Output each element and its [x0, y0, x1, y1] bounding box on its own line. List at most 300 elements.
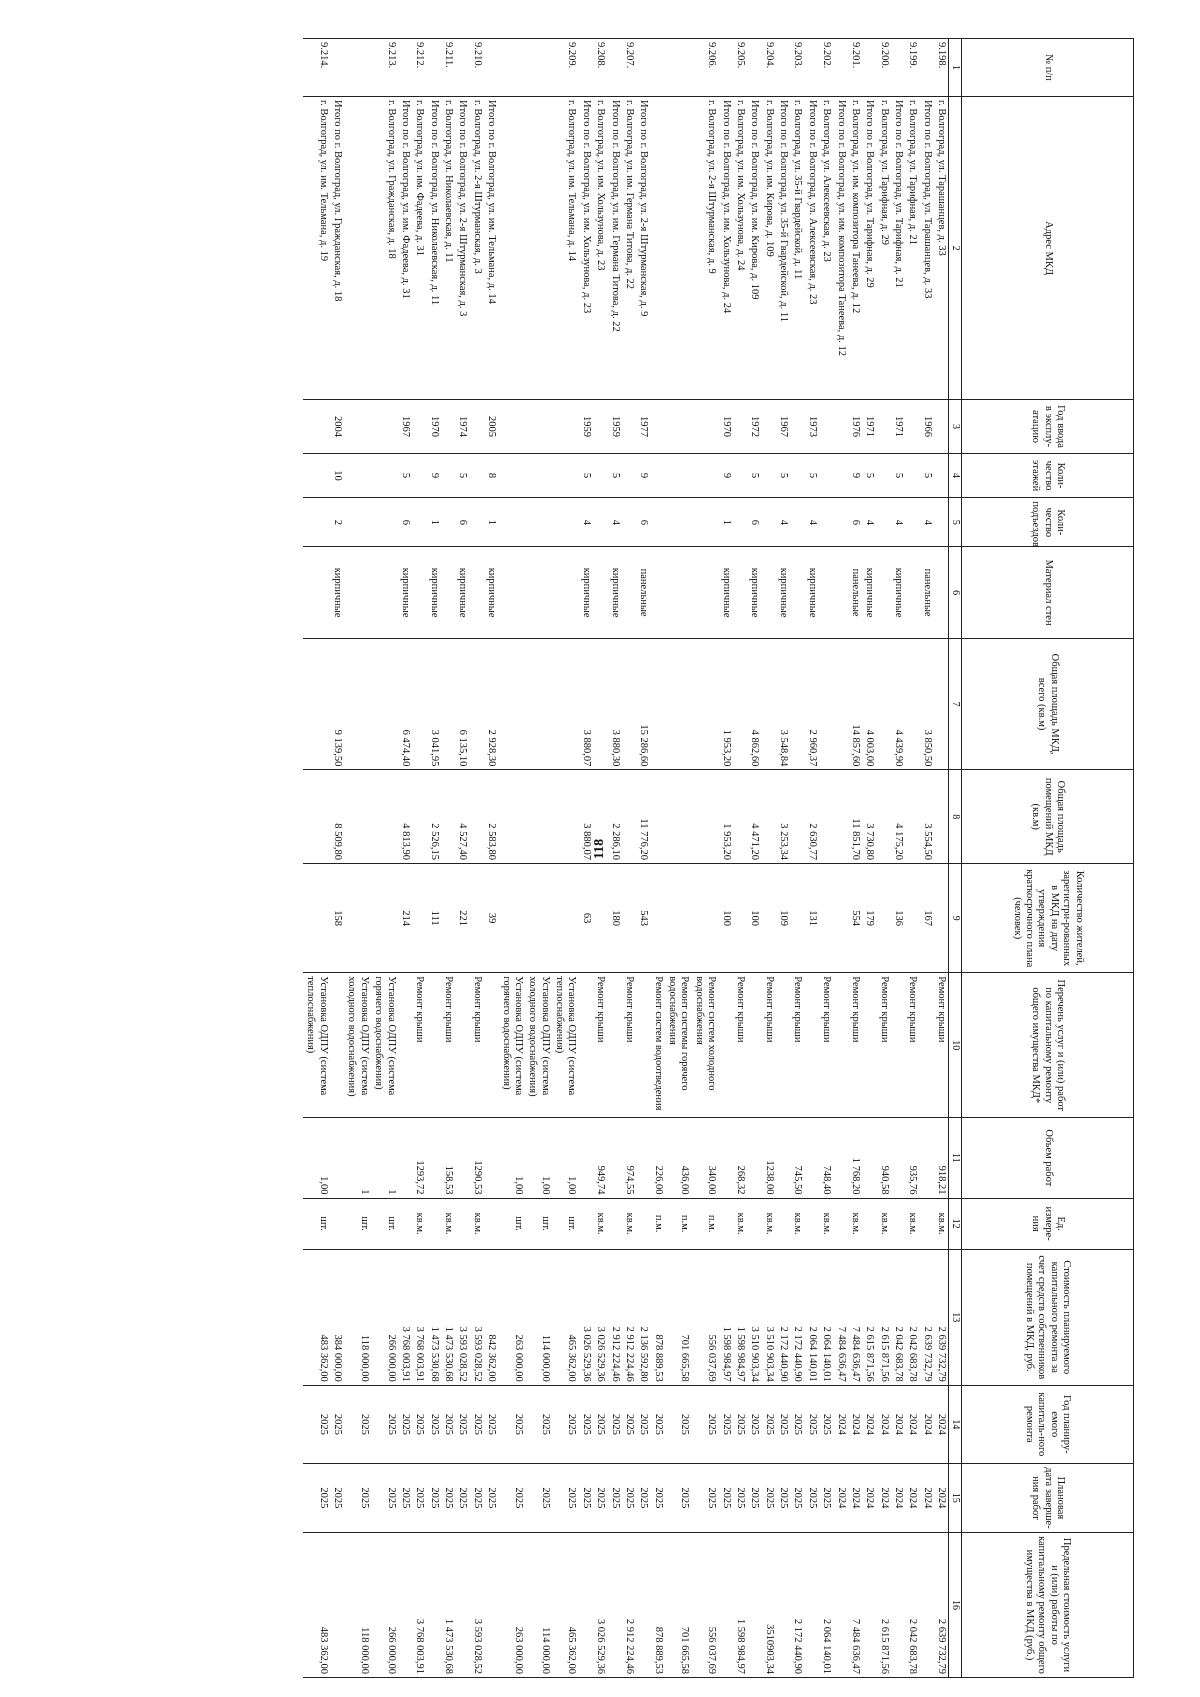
row-number-cell — [718, 39, 732, 97]
address-cell: г. Волгоград, ул. Тарифная, д. 29 — [876, 96, 890, 399]
cost-limit-cell — [747, 1532, 761, 1677]
residents-cell: 136 — [891, 864, 905, 973]
floors-cell — [833, 453, 847, 498]
header-cell: Коли-чество этажей — [962, 453, 1134, 498]
table-row — [733, 39, 747, 1678]
repair-cost-cell: 701 665,58 — [665, 1249, 692, 1385]
row-number-cell: 9.211. — [441, 39, 455, 97]
address-cell: Итого по г. Волгоград, ул. 2-я Штурманская, д. 9 — [636, 96, 650, 399]
repair-cost-cell: 3 026 529,36 — [593, 1249, 607, 1385]
repair-cost-cell: 842 362,00 — [484, 1249, 498, 1385]
row-number-cell — [833, 39, 847, 97]
address-cell: Итого по г. Волгоград, ул. им. Хользунова, д. 23 — [578, 96, 592, 399]
work-volume-cell: 745,50 — [790, 1118, 804, 1198]
work-type-cell: Установка ОДПУ (система горячего водоснабжения) — [498, 973, 525, 1118]
entrances-cell — [469, 498, 483, 547]
work-type-cell — [776, 973, 790, 1118]
repair-cost-cell: 3 510 903,34 — [761, 1249, 775, 1385]
work-type-cell: Установка ОДПУ (система теплоснабжения) — [303, 973, 330, 1118]
entrances-cell: 4 — [919, 498, 933, 547]
total-area-cell — [819, 638, 833, 770]
work-type-cell — [607, 973, 621, 1118]
work-type-cell: Ремонт крыши — [441, 973, 455, 1118]
cost-limit-cell — [718, 1532, 732, 1677]
unit-cell — [607, 1198, 621, 1249]
repair-year-cell: 2025 — [371, 1385, 398, 1463]
year-built-cell — [876, 400, 890, 454]
column-number: 1 — [949, 39, 962, 97]
total-area-cell — [593, 638, 607, 770]
floors-cell — [691, 453, 718, 498]
row-number-cell — [776, 39, 790, 97]
floors-cell: 9 — [848, 453, 862, 498]
year-built-cell — [412, 400, 426, 454]
completion-date-cell: 2025 — [578, 1463, 592, 1532]
address-cell — [344, 96, 371, 399]
table-row — [398, 39, 412, 1678]
completion-date-cell: 2025 — [412, 1463, 426, 1532]
column-number: 3 — [949, 400, 962, 454]
work-type-cell: Установка ОДПУ (система горячего водоснабжения) — [371, 973, 398, 1118]
floors-cell: 5 — [607, 453, 621, 498]
premises-area-cell: 8 509,80 — [330, 770, 344, 864]
work-type-cell: Ремонт крыши — [412, 973, 426, 1118]
cost-limit-cell: 701 665,58 — [665, 1532, 692, 1677]
repair-cost-cell: 2 912 224,46 — [622, 1249, 636, 1385]
repair-year-cell: 2025 — [330, 1385, 344, 1463]
entrances-cell: 6 — [455, 498, 469, 547]
wall-material-cell — [876, 547, 890, 638]
cost-limit-cell — [330, 1532, 344, 1677]
repair-cost-cell: 3 593 028,52 — [469, 1249, 483, 1385]
capital-repair-register-table — [303, 38, 1134, 1678]
row-number-cell: 9.210. — [469, 39, 483, 97]
completion-date-cell: 2025 — [607, 1463, 621, 1532]
column-number-row — [949, 39, 962, 1678]
row-number-cell — [455, 39, 469, 97]
cost-limit-cell — [862, 1532, 876, 1677]
work-volume-cell: 1290,53 — [469, 1118, 483, 1198]
entrances-cell — [934, 498, 949, 547]
wall-material-cell — [833, 547, 847, 638]
table-row — [578, 39, 592, 1678]
entrances-cell — [525, 498, 552, 547]
total-area-cell — [761, 638, 775, 770]
address-cell — [498, 96, 525, 399]
completion-date-cell: 2025 — [776, 1463, 790, 1532]
repair-year-cell: 2025 — [691, 1385, 718, 1463]
wall-material-cell: кирпичные — [747, 547, 761, 638]
work-volume-cell: 226,00 — [650, 1118, 664, 1198]
residents-cell — [691, 864, 718, 973]
wall-material-cell — [441, 547, 455, 638]
table-row — [790, 39, 804, 1678]
work-type-cell — [718, 973, 732, 1118]
floors-cell — [498, 453, 525, 498]
cost-limit-cell — [484, 1532, 498, 1677]
completion-date-cell: 2025 — [398, 1463, 412, 1532]
floors-cell — [371, 453, 398, 498]
work-volume-cell: 1293,72 — [412, 1118, 426, 1198]
repair-cost-cell: 2 136 592,80 — [636, 1249, 650, 1385]
floors-cell — [905, 453, 919, 498]
work-type-cell — [636, 973, 650, 1118]
completion-date-cell: 2025 — [691, 1463, 718, 1532]
premises-area-cell: 3 554,50 — [919, 770, 933, 864]
work-volume-cell: 268,32 — [733, 1118, 747, 1198]
repair-year-cell: 2025 — [441, 1385, 455, 1463]
total-area-cell: 4 439,90 — [891, 638, 905, 770]
table-row — [484, 39, 498, 1678]
entrances-cell: 1 — [484, 498, 498, 547]
address-cell: Итого по г. Волгоград, ул. Николаевская, д. 11 — [426, 96, 440, 399]
address-cell: Итого по г. Волгоград, ул. Тарифная, д. 21 — [891, 96, 905, 399]
entrances-cell — [819, 498, 833, 547]
cost-limit-cell: 2 172 440,90 — [790, 1532, 804, 1677]
work-type-cell: Установка ОДПУ (система холодного водоснабжения) — [344, 973, 371, 1118]
repair-year-cell: 2025 — [761, 1385, 775, 1463]
work-volume-cell — [862, 1118, 876, 1198]
work-type-cell — [398, 973, 412, 1118]
repair-cost-cell: 114 000,00 — [525, 1249, 552, 1385]
total-area-cell — [344, 638, 371, 770]
unit-cell — [455, 1198, 469, 1249]
year-built-cell — [303, 400, 330, 454]
header-cell: Плановая дата заверше-ния работ — [962, 1463, 1134, 1532]
cost-limit-cell — [636, 1532, 650, 1677]
address-cell: г. Волгоград, ул. им. Германа Титова, д. 22 — [622, 96, 636, 399]
wall-material-cell: кирпичные — [398, 547, 412, 638]
table-row — [905, 39, 919, 1678]
completion-date-cell: 2025 — [303, 1463, 330, 1532]
repair-cost-cell: 2 172 440,90 — [776, 1249, 790, 1385]
residents-cell: 214 — [398, 864, 412, 973]
premises-area-cell — [691, 770, 718, 864]
page-number: 118 — [592, 838, 608, 860]
floors-cell: 9 — [636, 453, 650, 498]
floors-cell: 5 — [804, 453, 818, 498]
completion-date-cell: 2024 — [833, 1463, 847, 1532]
total-area-cell: 14 857,60 — [848, 638, 862, 770]
repair-year-cell: 2025 — [747, 1385, 761, 1463]
work-volume-cell — [398, 1118, 412, 1198]
residents-cell — [593, 864, 607, 973]
row-number-cell — [804, 39, 818, 97]
completion-date-cell: 2025 — [344, 1463, 371, 1532]
row-number-cell — [578, 39, 592, 97]
entrances-cell — [691, 498, 718, 547]
row-number-cell: 9.201. — [848, 39, 862, 97]
unit-cell — [891, 1198, 905, 1249]
column-number: 6 — [949, 547, 962, 638]
unit-cell: шт. — [498, 1198, 525, 1249]
residents-cell — [819, 864, 833, 973]
header-cell: Стоимость планируемого капитального ремонта за счет средств собственников помещений в МКД, руб. — [962, 1249, 1134, 1385]
entrances-cell — [593, 498, 607, 547]
cost-limit-cell: 114 000,00 — [525, 1532, 552, 1677]
entrances-cell — [303, 498, 330, 547]
repair-year-cell: 2025 — [455, 1385, 469, 1463]
wall-material-cell: кирпичные — [718, 547, 732, 638]
header-cell: Объем работ — [962, 1118, 1134, 1198]
wall-material-cell: кирпичные — [804, 547, 818, 638]
total-area-cell — [665, 638, 692, 770]
table-row — [718, 39, 732, 1678]
premises-area-cell — [371, 770, 398, 864]
table-row — [691, 39, 718, 1678]
year-built-cell: 1971 — [891, 400, 905, 454]
address-cell: Итого по г. Волгоград, ул. им. Фадеева, д. 31 — [398, 96, 412, 399]
cost-limit-cell: 483 362,00 — [303, 1532, 330, 1677]
table-row — [412, 39, 426, 1678]
premises-area-cell: 3 730,80 — [862, 770, 876, 864]
premises-area-cell: 4 813,90 — [398, 770, 412, 864]
column-number: 2 — [949, 96, 962, 399]
address-cell — [665, 96, 692, 399]
entrances-cell: 4 — [776, 498, 790, 547]
premises-area-cell — [876, 770, 890, 864]
unit-cell: кв.м. — [622, 1198, 636, 1249]
completion-date-cell: 2025 — [622, 1463, 636, 1532]
unit-cell: кв.м. — [876, 1198, 890, 1249]
total-area-cell — [303, 638, 330, 770]
total-area-cell: 3 880,30 — [607, 638, 621, 770]
wall-material-cell: панельные — [636, 547, 650, 638]
table-row — [426, 39, 440, 1678]
cost-limit-cell — [607, 1532, 621, 1677]
unit-cell: п.м. — [665, 1198, 692, 1249]
year-built-cell: 1967 — [398, 400, 412, 454]
work-volume-cell: 1,00 — [498, 1118, 525, 1198]
row-number-cell: 9.213. — [371, 39, 398, 97]
header-cell: Предельная стоимость услуги и (или) работы по капитальному ремонту общего имущества в МКД (руб.) — [962, 1532, 1134, 1677]
cost-limit-cell: 3510903,34 — [761, 1532, 775, 1677]
entrances-cell: 6 — [848, 498, 862, 547]
cost-limit-cell: 2 639 732,79 — [934, 1532, 949, 1677]
residents-cell — [371, 864, 398, 973]
column-number: 10 — [949, 973, 962, 1118]
unit-cell: кв.м. — [733, 1198, 747, 1249]
total-area-cell — [552, 638, 579, 770]
total-area-cell: 2 928,30 — [484, 638, 498, 770]
address-cell: Итого по г. Волгоград, ул. им. Германа Титова, д. 22 — [607, 96, 621, 399]
work-volume-cell: 1 768,20 — [848, 1118, 862, 1198]
residents-cell: 111 — [426, 864, 440, 973]
completion-date-cell: 2025 — [819, 1463, 833, 1532]
residents-cell — [498, 864, 525, 973]
unit-cell: шт. — [552, 1198, 579, 1249]
header-cell: Общая площадь МКД, всего (кв.м) — [962, 638, 1134, 770]
premises-area-cell: 4 527,40 — [455, 770, 469, 864]
work-type-cell: Установка ОДПУ (система теплоснабжения) — [552, 973, 579, 1118]
row-number-cell: 9.214. — [303, 39, 330, 97]
entrances-cell — [552, 498, 579, 547]
residents-cell: 180 — [607, 864, 621, 973]
work-type-cell: Ремонт крыши — [848, 973, 862, 1118]
table-row — [593, 39, 607, 1678]
residents-cell: 221 — [455, 864, 469, 973]
cost-limit-cell: 2 042 683,78 — [905, 1532, 919, 1677]
residents-cell — [876, 864, 890, 973]
table-row — [848, 39, 862, 1678]
total-area-cell: 6 474,40 — [398, 638, 412, 770]
row-number-cell — [891, 39, 905, 97]
cost-limit-cell: 878 889,53 — [650, 1532, 664, 1677]
completion-date-cell: 2025 — [761, 1463, 775, 1532]
work-volume-cell: 436,00 — [665, 1118, 692, 1198]
total-area-cell — [498, 638, 525, 770]
wall-material-cell — [469, 547, 483, 638]
unit-cell — [747, 1198, 761, 1249]
table-row — [469, 39, 483, 1678]
row-number-cell — [607, 39, 621, 97]
work-volume-cell — [776, 1118, 790, 1198]
repair-year-cell: 2025 — [593, 1385, 607, 1463]
column-number: 7 — [949, 638, 962, 770]
floors-cell — [650, 453, 664, 498]
work-type-cell: Ремонт крыши — [819, 973, 833, 1118]
row-number-cell — [484, 39, 498, 97]
work-type-cell: Ремонт крыши — [876, 973, 890, 1118]
row-number-cell — [650, 39, 664, 97]
wall-material-cell — [412, 547, 426, 638]
rotated-register-table-wrap — [54, 38, 1134, 1678]
total-area-cell: 6 135,10 — [455, 638, 469, 770]
total-area-cell — [371, 638, 398, 770]
work-volume-cell — [833, 1118, 847, 1198]
entrances-cell — [412, 498, 426, 547]
repair-year-cell: 2025 — [665, 1385, 692, 1463]
table-row — [862, 39, 876, 1678]
premises-area-cell: 3 880,07 — [578, 770, 592, 864]
work-type-cell: Ремонт крыши — [761, 973, 775, 1118]
premises-area-cell — [498, 770, 525, 864]
column-number: 12 — [949, 1198, 962, 1249]
residents-cell — [790, 864, 804, 973]
work-volume-cell — [747, 1118, 761, 1198]
repair-year-cell: 2025 — [650, 1385, 664, 1463]
residents-cell — [905, 864, 919, 973]
repair-cost-cell: 3 510 903,34 — [747, 1249, 761, 1385]
year-built-cell: 2004 — [330, 400, 344, 454]
year-built-cell: 2005 — [484, 400, 498, 454]
total-area-cell — [691, 638, 718, 770]
address-cell: г. Волгоград, ул. 35-й Гвардейской, д. 11 — [790, 96, 804, 399]
cost-limit-cell: 465 362,00 — [552, 1532, 579, 1677]
total-area-cell: 4 862,60 — [747, 638, 761, 770]
repair-cost-cell: 384 000,00 — [330, 1249, 344, 1385]
floors-cell: 5 — [398, 453, 412, 498]
year-built-cell: 1959 — [607, 400, 621, 454]
row-number-cell: 9.200. — [876, 39, 890, 97]
entrances-cell: 4 — [862, 498, 876, 547]
year-built-cell — [905, 400, 919, 454]
work-volume-cell — [484, 1118, 498, 1198]
address-cell: Итого по г. Волгоград, ул. Алексеевская, д. 23 — [804, 96, 818, 399]
column-number: 9 — [949, 864, 962, 973]
year-built-cell — [593, 400, 607, 454]
table-row — [876, 39, 890, 1678]
wall-material-cell — [344, 547, 371, 638]
total-area-cell — [469, 638, 483, 770]
residents-cell — [441, 864, 455, 973]
row-number-cell: 9.202. — [819, 39, 833, 97]
repair-year-cell: 2025 — [578, 1385, 592, 1463]
floors-cell — [441, 453, 455, 498]
wall-material-cell — [303, 547, 330, 638]
completion-date-cell: 2024 — [934, 1463, 949, 1532]
completion-date-cell: 2025 — [469, 1463, 483, 1532]
unit-cell: кв.м. — [905, 1198, 919, 1249]
address-cell: г. Волгоград, ул. 2-я Штурманская, д. 9 — [691, 96, 718, 399]
completion-date-cell: 2024 — [862, 1463, 876, 1532]
year-built-cell — [498, 400, 525, 454]
work-volume-cell: 1 — [371, 1118, 398, 1198]
cost-limit-cell: 1 598 984,97 — [733, 1532, 747, 1677]
completion-date-cell: 2024 — [905, 1463, 919, 1532]
work-type-cell — [578, 973, 592, 1118]
residents-cell: 131 — [804, 864, 818, 973]
column-number: 14 — [949, 1385, 962, 1463]
unit-cell — [484, 1198, 498, 1249]
table-row — [934, 39, 949, 1678]
entrances-cell: 4 — [578, 498, 592, 547]
work-volume-cell: 1238,00 — [761, 1118, 775, 1198]
premises-area-cell: 1 953,20 — [718, 770, 732, 864]
row-number-cell — [665, 39, 692, 97]
row-number-cell: 9.206. — [691, 39, 718, 97]
wall-material-cell — [593, 547, 607, 638]
table-row — [804, 39, 818, 1678]
premises-area-cell — [761, 770, 775, 864]
premises-area-cell: 3 253,34 — [776, 770, 790, 864]
completion-date-cell: 2025 — [484, 1463, 498, 1532]
entrances-cell — [344, 498, 371, 547]
floors-cell: 5 — [578, 453, 592, 498]
repair-year-cell: 2025 — [819, 1385, 833, 1463]
address-cell: Итого по г. Волгоград, ул. 35-й Гвардейской, д. 11 — [776, 96, 790, 399]
entrances-cell — [905, 498, 919, 547]
completion-date-cell: 2025 — [525, 1463, 552, 1532]
unit-cell: кв.м. — [848, 1198, 862, 1249]
unit-cell: шт. — [525, 1198, 552, 1249]
repair-year-cell: 2024 — [876, 1385, 890, 1463]
entrances-cell: 4 — [607, 498, 621, 547]
repair-cost-cell: 483 362,00 — [303, 1249, 330, 1385]
completion-date-cell: 2025 — [426, 1463, 440, 1532]
repair-year-cell: 2025 — [303, 1385, 330, 1463]
repair-cost-cell: 2 615 871,56 — [876, 1249, 890, 1385]
residents-cell: 554 — [848, 864, 862, 973]
unit-cell: шт. — [371, 1198, 398, 1249]
repair-cost-cell: 2 639 732,79 — [919, 1249, 933, 1385]
premises-area-cell: 2 526,15 — [426, 770, 440, 864]
table-row — [552, 39, 579, 1678]
repair-year-cell: 2025 — [484, 1385, 498, 1463]
unit-cell — [426, 1198, 440, 1249]
work-volume-cell: 748,40 — [819, 1118, 833, 1198]
repair-cost-cell: 2 615 871,56 — [862, 1249, 876, 1385]
residents-cell: 543 — [636, 864, 650, 973]
row-number-cell: 9.207. — [622, 39, 636, 97]
work-type-cell — [833, 973, 847, 1118]
entrances-cell: 6 — [398, 498, 412, 547]
year-built-cell: 1970 — [426, 400, 440, 454]
completion-date-cell: 2024 — [848, 1463, 862, 1532]
cost-limit-cell — [833, 1532, 847, 1677]
repair-cost-cell: 2 064 140,01 — [804, 1249, 818, 1385]
address-cell: г. Волгоград, ул. им. Кирова, д. 109 — [761, 96, 775, 399]
